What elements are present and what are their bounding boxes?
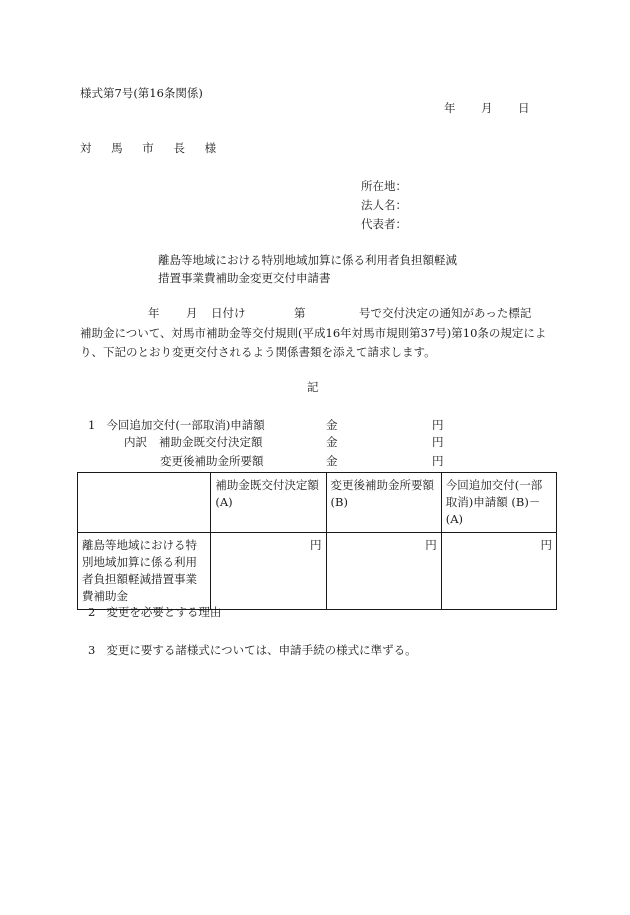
changed-kin: 金 bbox=[326, 454, 338, 468]
body-month: 月 bbox=[186, 306, 198, 320]
body-line1-rest: 号で交付決定の通知があった標記 bbox=[359, 306, 532, 320]
table-cell-additional-request: 円 bbox=[441, 533, 556, 610]
item1-label: 今回追加交付(一部取消)申請額 bbox=[106, 418, 265, 432]
date-day-label: 日 bbox=[518, 101, 530, 115]
date-month-label: 月 bbox=[481, 101, 493, 115]
applicant-rep-label: 代表者： bbox=[361, 217, 407, 231]
changed-en: 円 bbox=[432, 454, 444, 468]
table-header-row bbox=[78, 473, 557, 533]
table-header-prior-decision: 補助金既交付決定額(A) bbox=[211, 473, 326, 533]
amount-table bbox=[77, 472, 557, 610]
table-row-label: 離島等地域における特別地域加算に係る利用者負担額軽減措置事業費補助金 bbox=[78, 533, 211, 610]
applicant-address-label: 所在地： bbox=[361, 179, 407, 193]
body-line2: 補助金について、対馬市補助金等交付規則(平成16年対馬市規則第37号)第10条の規定によ bbox=[80, 326, 547, 340]
item1-kin: 金 bbox=[326, 418, 338, 432]
changed-label: 変更後補助金所要額 bbox=[160, 454, 264, 468]
body-day-dated: 日付け bbox=[211, 306, 246, 320]
item1-changed-row bbox=[160, 456, 460, 470]
table-cell-prior-decision: 円 bbox=[211, 533, 326, 610]
item3-number: 3 bbox=[88, 643, 96, 657]
table-header-empty bbox=[78, 473, 211, 533]
item1-en: 円 bbox=[432, 418, 444, 432]
document-title-line1: 離島等地域における特別地域加算に係る利用者負担額軽減 bbox=[158, 253, 457, 267]
body-year: 年 bbox=[148, 306, 160, 320]
item2-number: 2 bbox=[88, 605, 96, 619]
applicant-corp-label: 法人名： bbox=[361, 198, 407, 212]
item1-number: 1 bbox=[88, 418, 96, 432]
table-row bbox=[78, 533, 557, 610]
document-title-line2: 措置事業費補助金変更交付申請書 bbox=[158, 271, 331, 285]
breakdown-en: 円 bbox=[432, 435, 444, 449]
item2-label: 変更を必要とする理由 bbox=[106, 605, 222, 619]
table-header-additional-request: 今回追加交付(一部取消)申請額 (B)－(A) bbox=[441, 473, 556, 533]
item1-row bbox=[88, 420, 458, 434]
breakdown-kin: 金 bbox=[326, 435, 338, 449]
item2-row bbox=[88, 607, 221, 619]
addressee: 対 馬 市 長 様 bbox=[80, 141, 225, 155]
form-number: 様式第7号(第16条関係) bbox=[80, 86, 203, 100]
ki-heading: 記 bbox=[307, 380, 319, 394]
date-year-label: 年 bbox=[444, 101, 456, 115]
body-line3: り、下記のとおり変更交付されるよう関係書類を添えて請求します。 bbox=[80, 345, 436, 359]
date-line bbox=[444, 103, 530, 115]
body-line1 bbox=[80, 308, 531, 320]
item1-breakdown-row bbox=[124, 437, 454, 451]
table-cell-changed-required: 円 bbox=[326, 533, 441, 610]
table-header-changed-required: 変更後補助金所要額(B) bbox=[326, 473, 441, 533]
breakdown-label: 補助金既交付決定額 bbox=[159, 435, 263, 449]
body-no-prefix: 第 bbox=[294, 306, 306, 320]
item3-label: 変更に要する諸様式については、申請手続の様式に準ずる。 bbox=[106, 643, 417, 657]
item3-row bbox=[88, 645, 417, 657]
breakdown-prefix: 内訳 bbox=[124, 435, 147, 449]
